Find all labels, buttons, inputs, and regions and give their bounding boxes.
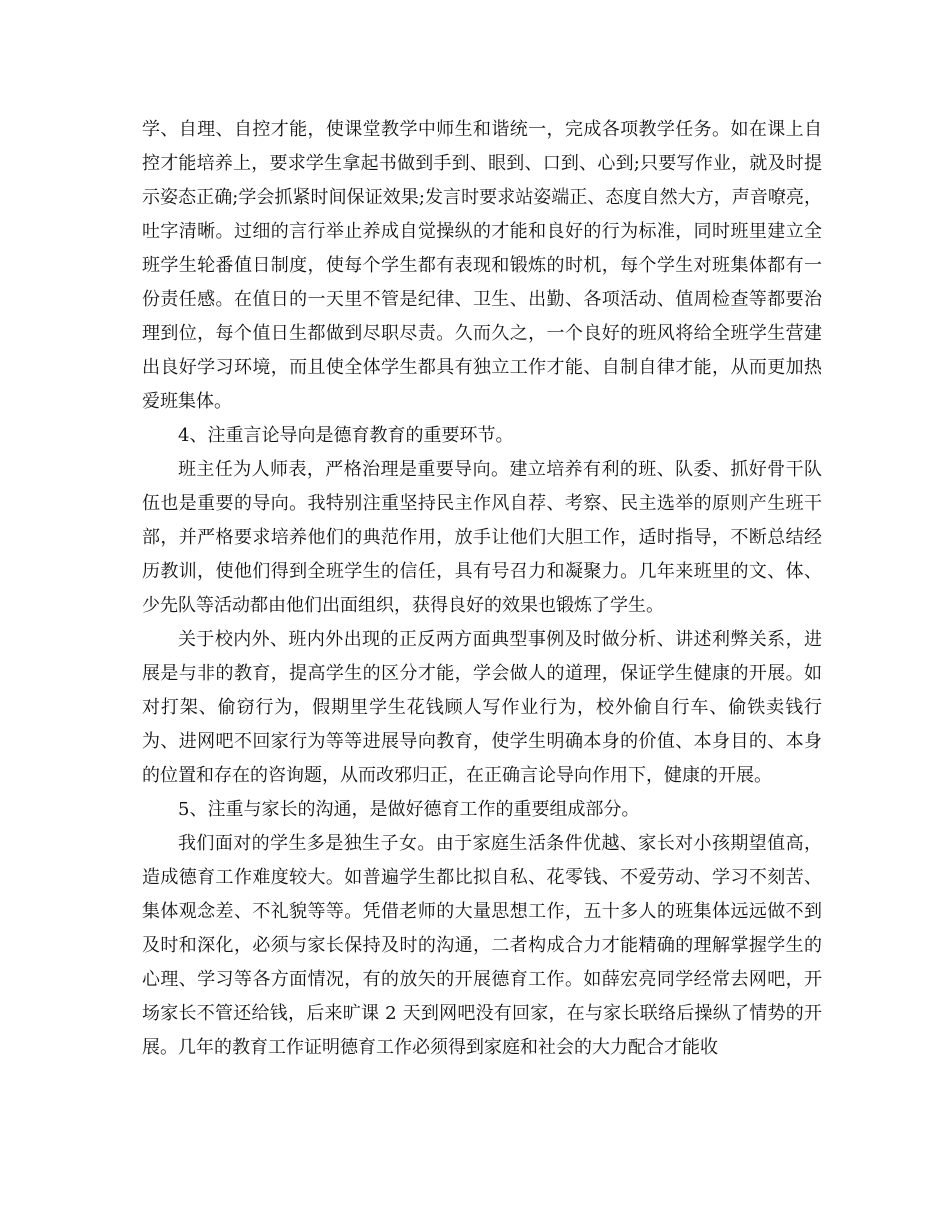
paragraph-guidance-examples: 关于校内外、班内外出现的正反两方面典型事例及时做分析、讲述利弊关系，进展是与非的教育，提高学生的区分才能，学会做人的道理，保证学生健康的开展。如对打架、偷窃行为，假期里学生花钱顾人写作业行为，校外偷自行车、偷铁卖钱行为、进网吧不回家行为等等进展导向教育，使学生明确本身的价值、本身目的、本身的位置和存在的咨询题，从而改邪归正，在正确言论导向作用下，健康的开展。	[142, 629, 822, 786]
section-heading-4: 4、注重言论导向是德育教育的重要环节。	[178, 425, 514, 446]
paragraph-continuation: 学、自理、自控才能，使课堂教学中师生和谐统一，完成各项教学任务。如在课上自控才能培养上，要求学生拿起书做到手到、眼到、口到、心到;只要写作业，就及时提示姿态正确;学会抓紧时间保证效果;发言时要求站姿端正、态度自然大方，声音嘹亮，吐字清晰。过细的言行举止养成自觉操纵的才能和良好的行为标准，同时班里建立全班学生轮番值日制度，使每个学生都有表现和锻炼的时机，每个学生对班集体都有一份责任感。在值日的一天里不管是纪律、卫生、出勤、各项活动、值周检查等都要治理到位，每个值日生都做到尽职尽责。久而久之，一个良好的班风将给全班学生营建出良好学习环境，而且使全体学生都具有独立工作才能、自制自律才能，从而更加热爱班集体。	[142, 119, 822, 412]
section-heading-5: 5、注重与家长的沟通，是做好德育工作的重要组成部分。	[178, 799, 640, 820]
document-body	[142, 113, 822, 1065]
paragraph-class-teacher: 班主任为人师表，严格治理是重要导向。建立培养有利的班、队委、抓好骨干队伍也是重要的导向。我特别注重坚持民主作风自荐、考察、民主选举的原则产生班干部，并严格要求培养他们的典范作用，放手让他们大胆工作，适时指导，不断总结经历教训，使他们得到全班学生的信任，具有号召力和凝聚力。几年来班里的文、体、少先队等活动都由他们出面组织，获得良好的效果也锻炼了学生。	[142, 459, 822, 616]
paragraph-parent-communication: 我们面对的学生多是独生子女。由于家庭生活条件优越、家长对小孩期望值高，造成德育工作难度较大。如普遍学生都比拟自私、花零钱、不爱劳动、学习不刻苦、集体观念差、不礼貌等等。凭借老师的大量思想工作，五十多人的班集体远远做不到及时和深化，必须与家长保持及时的沟通，二者构成合力才能精确的理解掌握学生的心理、学习等各方面情况，有的放矢的开展德育工作。如薛宏亮同学经常去网吧，开场家长不管还给钱，后来旷课 2 天到网吧没有回家，在与家长联络后操纵了情势的开展。几年的教育工作证明德育工作必须得到家庭和社会的大力配合才能收	[142, 833, 822, 1058]
